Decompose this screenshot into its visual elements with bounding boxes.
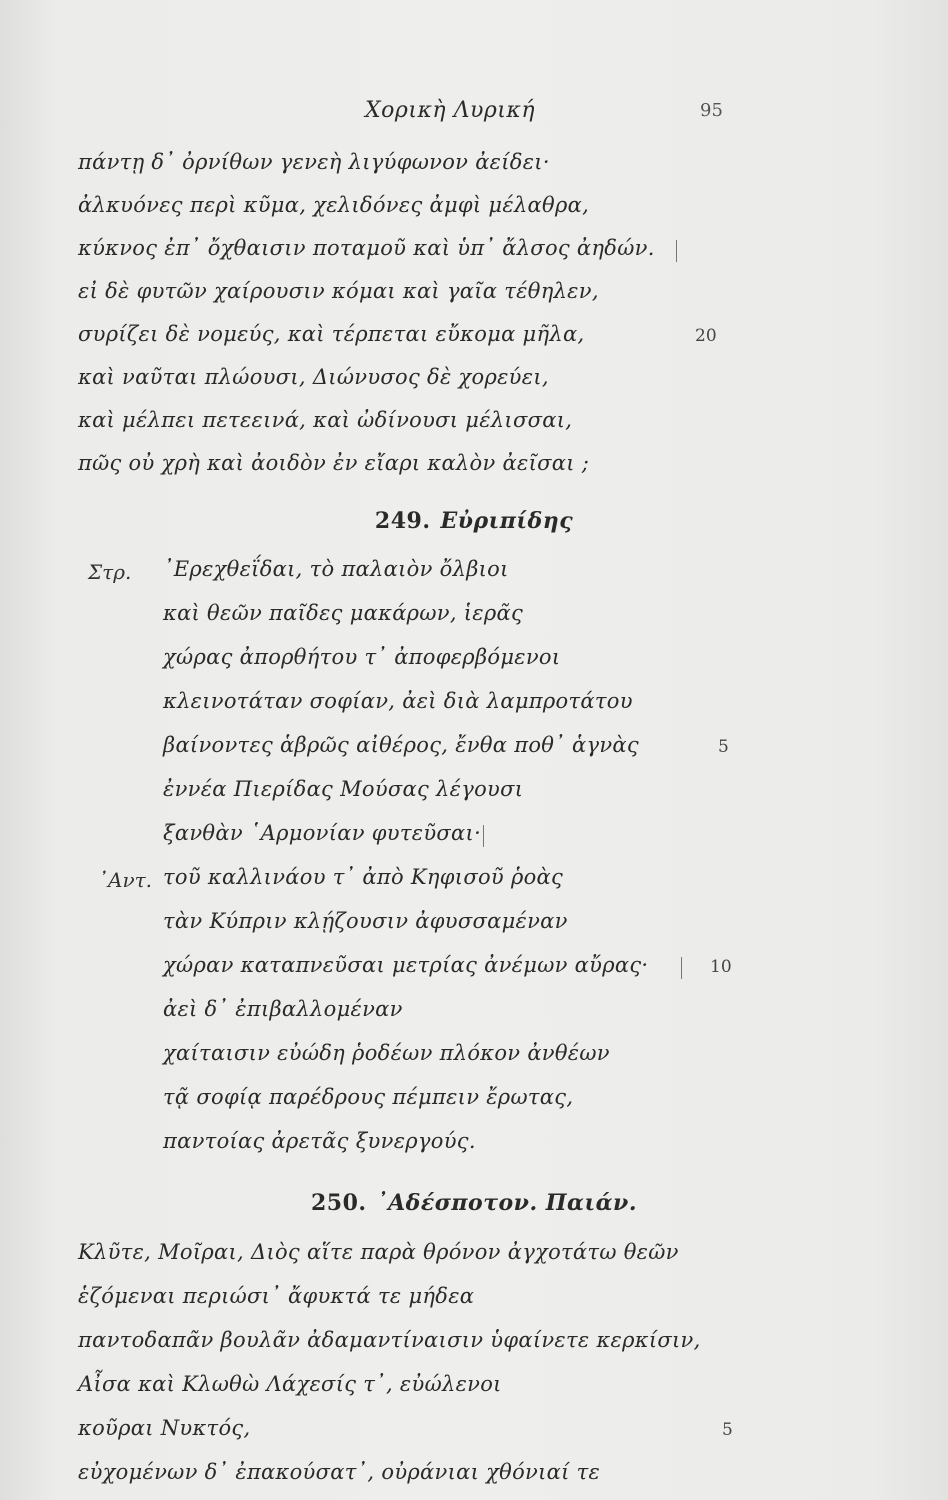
poem-author: Εὐριπίδης (440, 508, 574, 534)
verse-line: ᾽Ερεχθεΐδαι, τὸ παλαιὸν ὄλβιοι (163, 557, 509, 581)
verse-line: Αἶσα καὶ Κλωθὼ Λάχεσίς τ᾽, εὐώλενοι (78, 1372, 502, 1396)
verse-line: εἰ δὲ φυτῶν χαίρουσιν κόμαι καὶ γαῖα τέθηλεν, (78, 279, 599, 303)
verse-line: καὶ ναῦται πλώουσι, Διώνυσος δὲ χορεύει, (78, 365, 549, 389)
poem-title: ᾽Αδέσποτον. Παιάν. (376, 1190, 637, 1216)
verse-line: κύκνος ἐπ᾽ ὄχθαισιν ποταμοῦ καὶ ὑπ᾽ ἄλσος ἀηδών. (78, 236, 655, 260)
verse-line: χώρας ἀπορθήτου τ᾽ ἀποφερβόμενοι (163, 645, 561, 669)
verse-division-mark (681, 957, 682, 979)
verse-line: ἀεὶ δ᾽ ἐπιβαλλομέναν (163, 997, 403, 1021)
verse-line: ἀλκυόνες περὶ κῦμα, χελιδόνες ἀμφὶ μέλαθρα, (78, 193, 590, 217)
poem-heading (0, 1190, 948, 1216)
verse-line: βαίνοντες ἁβρῶς αἰθέρος, ἔνθα ποθ᾽ ἁγνὰς (163, 733, 639, 757)
antistrophe-label: ᾽Αντ. (98, 868, 153, 892)
verse-line: παντοδαπᾶν βουλᾶν ἀδαμαντίναισιν ὑφαίνετε κερκίσιν, (78, 1328, 701, 1352)
strophe-label: Στρ. (88, 560, 132, 584)
verse-line: συρίζει δὲ νομεύς, καὶ τέρπεται εὔκομα μῆλα, (78, 322, 585, 346)
line-number: 5 (718, 737, 729, 757)
line-number: 10 (710, 957, 732, 977)
verse-line: τὰν Κύπριν κλῄζουσιν ἀφυσσαμέναν (163, 909, 568, 933)
verse-line: τᾷ σοφίᾳ παρέδρους πέμπειν ἔρωτας, (163, 1085, 574, 1109)
verse-line: τοῦ καλλινάου τ᾽ ἀπὸ Κηφισοῦ ῥοὰς (163, 865, 564, 889)
poem-number: 250. (311, 1190, 367, 1216)
verse-division-mark (483, 825, 484, 847)
running-header: Χορικὴ Λυρική (365, 98, 535, 123)
verse-line: ἐννέα Πιερίδας Μούσας λέγουσι (163, 777, 524, 801)
verse-line: καὶ μέλπει πετεεινά, καὶ ὠδίνουσι μέλισσαι, (78, 408, 573, 432)
verse-line: πάντῃ δ᾽ ὀρνίθων γενεὴ λιγύφωνον ἀείδει· (78, 150, 550, 174)
verse-line: χαίταισιν εὐώδη ῥοδέων πλόκον ἀνθέων (163, 1041, 610, 1065)
verse-line: χώραν καταπνεῦσαι μετρίας ἀνέμων αὔρας· (163, 953, 649, 977)
verse-division-mark (676, 240, 677, 262)
line-number: 20 (695, 326, 717, 346)
verse-line: πῶς οὐ χρὴ καὶ ἀοιδὸν ἐν εἴαρι καλὸν ἀεῖσαι ; (78, 451, 590, 475)
verse-line: εὐχομένων δ᾽ ἐπακούσατ᾽, οὐράνιαι χθόνιαί τε (78, 1460, 601, 1484)
verse-line: ἑζόμεναι περιώσι᾽ ἄφυκτά τε μήδεα (78, 1284, 475, 1308)
poem-number: 249. (374, 508, 431, 534)
page-number: 95 (700, 100, 723, 121)
line-number: 5 (722, 1420, 733, 1440)
verse-line: καὶ θεῶν παῖδες μακάρων, ἱερᾶς (163, 601, 524, 625)
verse-line: κλεινοτάταν σοφίαν, ἀεὶ διὰ λαμπροτάτου (163, 689, 633, 713)
verse-line: κοῦραι Νυκτός, (78, 1416, 251, 1440)
poem-heading (0, 508, 948, 534)
verse-line: ξανθὰν ῾Αρμονίαν φυτεῦσαι· (163, 821, 482, 845)
verse-line: παντοίας ἀρετᾶς ξυνεργούς. (163, 1129, 476, 1153)
verse-line: Κλῦτε, Μοῖραι, Διὸς αἵτε παρὰ θρόνον ἀγχοτάτω θεῶν (78, 1240, 679, 1264)
